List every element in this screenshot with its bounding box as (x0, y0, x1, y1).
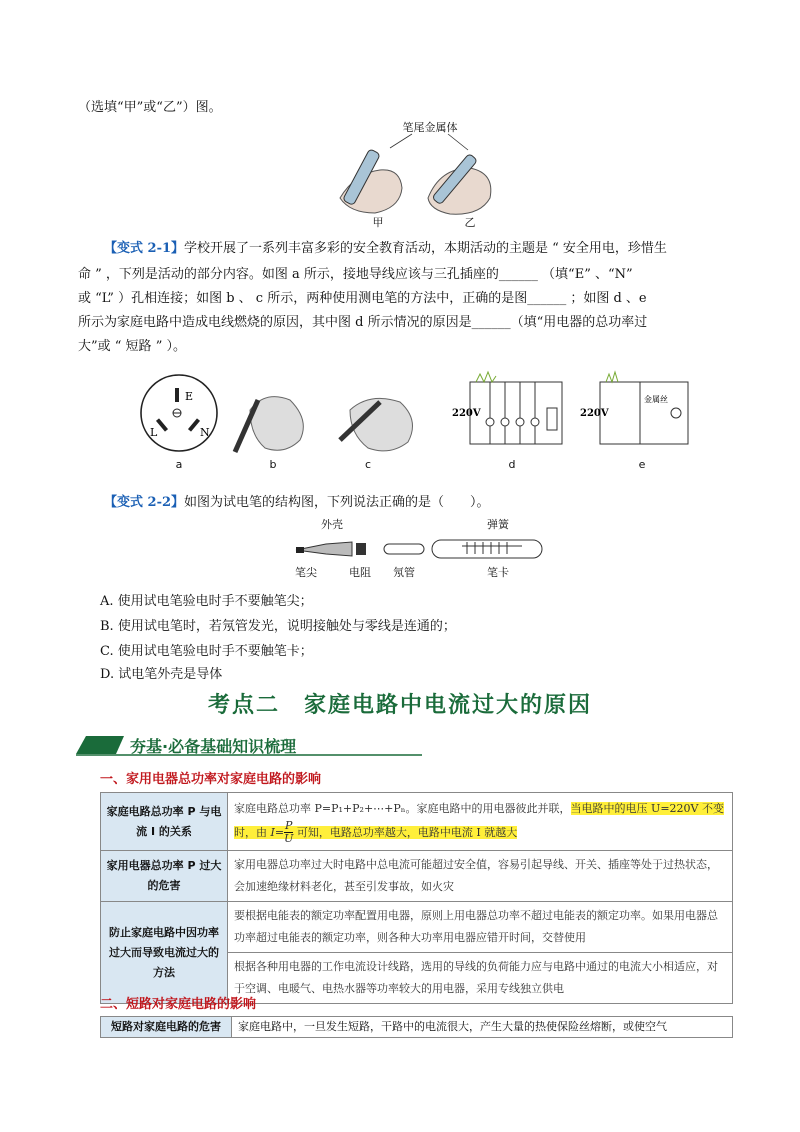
part-spring-label: 弹簧 (487, 518, 509, 531)
option-c: C. 使用试电笔验电时手不要触笔卡； (100, 644, 313, 659)
socket-n-label: N (200, 426, 210, 439)
pen-hand-figure-c (340, 398, 413, 450)
option-b: B. 使用试电笔时，若氖管发光，说明接触处与零线是连通的； (100, 619, 456, 634)
subheading-2: 二、短路对家庭电路的影响 (100, 997, 257, 1012)
test-pen-structure-figure (292, 516, 552, 582)
knowledge-table-1 (100, 792, 733, 1004)
hand-yi-image (428, 153, 491, 214)
fig2-label-b: b (269, 458, 277, 471)
knowledge-table-2 (100, 1016, 733, 1038)
row1-body: 家庭电路总功率 P=P₁+P₂+⋯+Pₙ。家庭电路中的用电器彼此并联，当电路中的电压 U=220V 不变 时，由 I= $\frac{P}{U}$ 可知，电路总功率越大，电路中电流 I 就越大 (228, 793, 733, 851)
variant1-line3: 或 “L” ）孔相连接；如图 b 、 c 所示，两种使用测电笔的方法中，正确的是图______ ；如图 d 、e (78, 291, 647, 306)
option-d: D. 试电笔外壳是导体 (100, 667, 223, 682)
socket-l-label: L (150, 426, 158, 439)
option-a: A. 使用试电笔验电时手不要触笔尖； (100, 594, 313, 609)
circuit-figure-d (452, 372, 562, 444)
section-banner: 夯基·必备基础知识梳理 (130, 737, 297, 756)
voltage-label-d: 220V (452, 408, 481, 419)
voltage-label-e: 220V (580, 408, 609, 419)
row3-body2: 根据各种用电器的工作电流设计线路，选用的导线的负荷能力应与电路中通过的电流大小相适应，对于空调、电暖气、电热水器等功率较大的用电器，采用专线独立供电 (228, 953, 733, 1004)
variant1-line2: 命 ” ，下列是活动的部分内容。如图 a 所示，接地导线应该与三孔插座的______ （填“E” 、“N” (78, 267, 633, 282)
variant1-line1 (78, 238, 730, 260)
variant2-line (78, 492, 730, 514)
figure-test-pen-holding (330, 118, 500, 230)
fig2-label-c: c (364, 458, 372, 471)
intro-line: （选填“甲”或“乙”）图。 (78, 100, 222, 115)
variant1-tag: 【变式 2-1】 (104, 241, 185, 256)
table-row (101, 793, 733, 851)
row2-head: 家用电器总功率 P 过大的危害 (101, 851, 228, 902)
fig1-top-label: 笔尾金属体 (402, 121, 458, 134)
socket-figure-a (141, 375, 217, 451)
hand-jia-image (340, 149, 402, 213)
fig2-label-d: d (508, 458, 516, 471)
variant2-text: 如图为试电笔的结构图，下列说法正确的是（ ）。 (184, 495, 490, 510)
variant1-line5: 大”或 “ 短路 ” ）。 (78, 339, 186, 354)
variant2-tag: 【变式 2-2】 (104, 495, 185, 510)
pen-hand-figure-b (235, 397, 303, 452)
table-row (101, 1017, 733, 1038)
fig2-label-e: e (638, 458, 646, 471)
row2-body: 家用电器总功率过大时电路中总电流可能超过安全值，容易引起导线、开关、插座等处于过热状态，会加速绝缘材料老化，甚至引发事故，如火灾 (228, 851, 733, 902)
circuit-figure-e (580, 372, 688, 444)
section-title: 考点二 家庭电路中电流过大的原因 (207, 693, 592, 718)
row3-body1: 要根据电能表的额定功率配置用电器，原则上用电器总功率不超过电能表的额定功率。如果用电器总功率超过电能表的额定功率，则各种大功率用电器应错开时间，交替使用 (228, 902, 733, 953)
variant1-text1: 学校开展了一系列丰富多彩的安全教育活动，本期活动的主题是 “ 安全用电，珍惜生 (184, 241, 667, 256)
row3-head: 防止家庭电路中因功率过大而导致电流过大的方法 (101, 902, 228, 1004)
table-row (101, 851, 733, 902)
subheading-1: 一、家用电器总功率对家庭电路的影响 (100, 772, 322, 787)
part-resistor-label: 电阻 (349, 566, 371, 579)
part-clip-label: 笔卡 (487, 566, 509, 579)
part-tip-label: 笔尖 (295, 566, 317, 579)
fig1-left-label: 甲 (372, 216, 384, 229)
row1-head: 家庭电路总功率 P 与电流 I 的关系 (101, 793, 228, 851)
part-neon-label: 氖管 (393, 566, 415, 579)
table2-body: 家庭电路中，一旦发生短路，干路中的电流很大，产生大量的热使保险丝熔断，或使空气 (232, 1017, 733, 1038)
wire-label: 金属丝 (644, 395, 668, 404)
table2-head: 短路对家庭电路的危害 (101, 1017, 232, 1038)
part-shell-label: 外壳 (321, 518, 343, 531)
variant1-line4: 所示为家庭电路中造成电线燃烧的原因，其中图 d 所示情况的原因是______（填“用电器的总功率过 (78, 315, 648, 330)
fig2-label-a: a (175, 458, 183, 471)
fig1-right-label: 乙 (464, 216, 476, 229)
table-row (101, 902, 733, 953)
figure-a-to-e (140, 370, 700, 476)
socket-e-label: E (185, 390, 194, 403)
